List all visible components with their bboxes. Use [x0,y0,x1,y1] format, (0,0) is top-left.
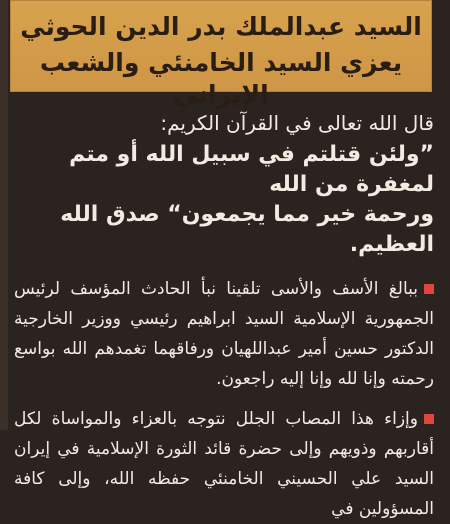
quran-quote [14,140,434,260]
quran-intro: قال الله تعالى في القرآن الكريم: [160,111,434,135]
paragraph-condolence [14,274,434,394]
quote-line-2: ورحمة خير مما يجمعون“ صدق الله العظيم. [60,202,434,257]
quote-line-1: ”ولئن قتلتم في سبيل الله أو متم لمغفرة من الله [69,142,434,197]
headline-line-2: يعزي السيد الخامنئي والشعب الإيراني [39,48,403,109]
headline-line-1: السيد عبدالملك بدر الدين الحوثي [20,12,422,41]
paragraph-text: وإزاء هذا المصاب الجلل نتوجه بالعزاء والمواساة لكل أقاربهم وذويهم وإلى حضرة قائد الثورة الإسلامية في إيران السيد علي الحسيني الخامنئي حفظه الله، وإلى كافة المسؤولين في [14,409,434,519]
article-body [14,110,434,524]
bullet-icon [424,284,434,294]
bullet-icon [424,414,434,424]
left-frame-border [0,0,8,430]
paragraph-text: ببالغ الأسف والأسى تلقينا نبأ الحادث المؤسف لرئيس الجمهورية الإسلامية السيد ابراهيم رئيسي ووزير الخارجية الدكتور حسين أمير عبداللهيان ورفاقهما تغمدهم الله بواسع رحمته وإنا لله وإنا إليه راجعون. [14,279,434,389]
headline-banner [10,0,432,109]
paragraph-condolence-2 [14,404,434,524]
